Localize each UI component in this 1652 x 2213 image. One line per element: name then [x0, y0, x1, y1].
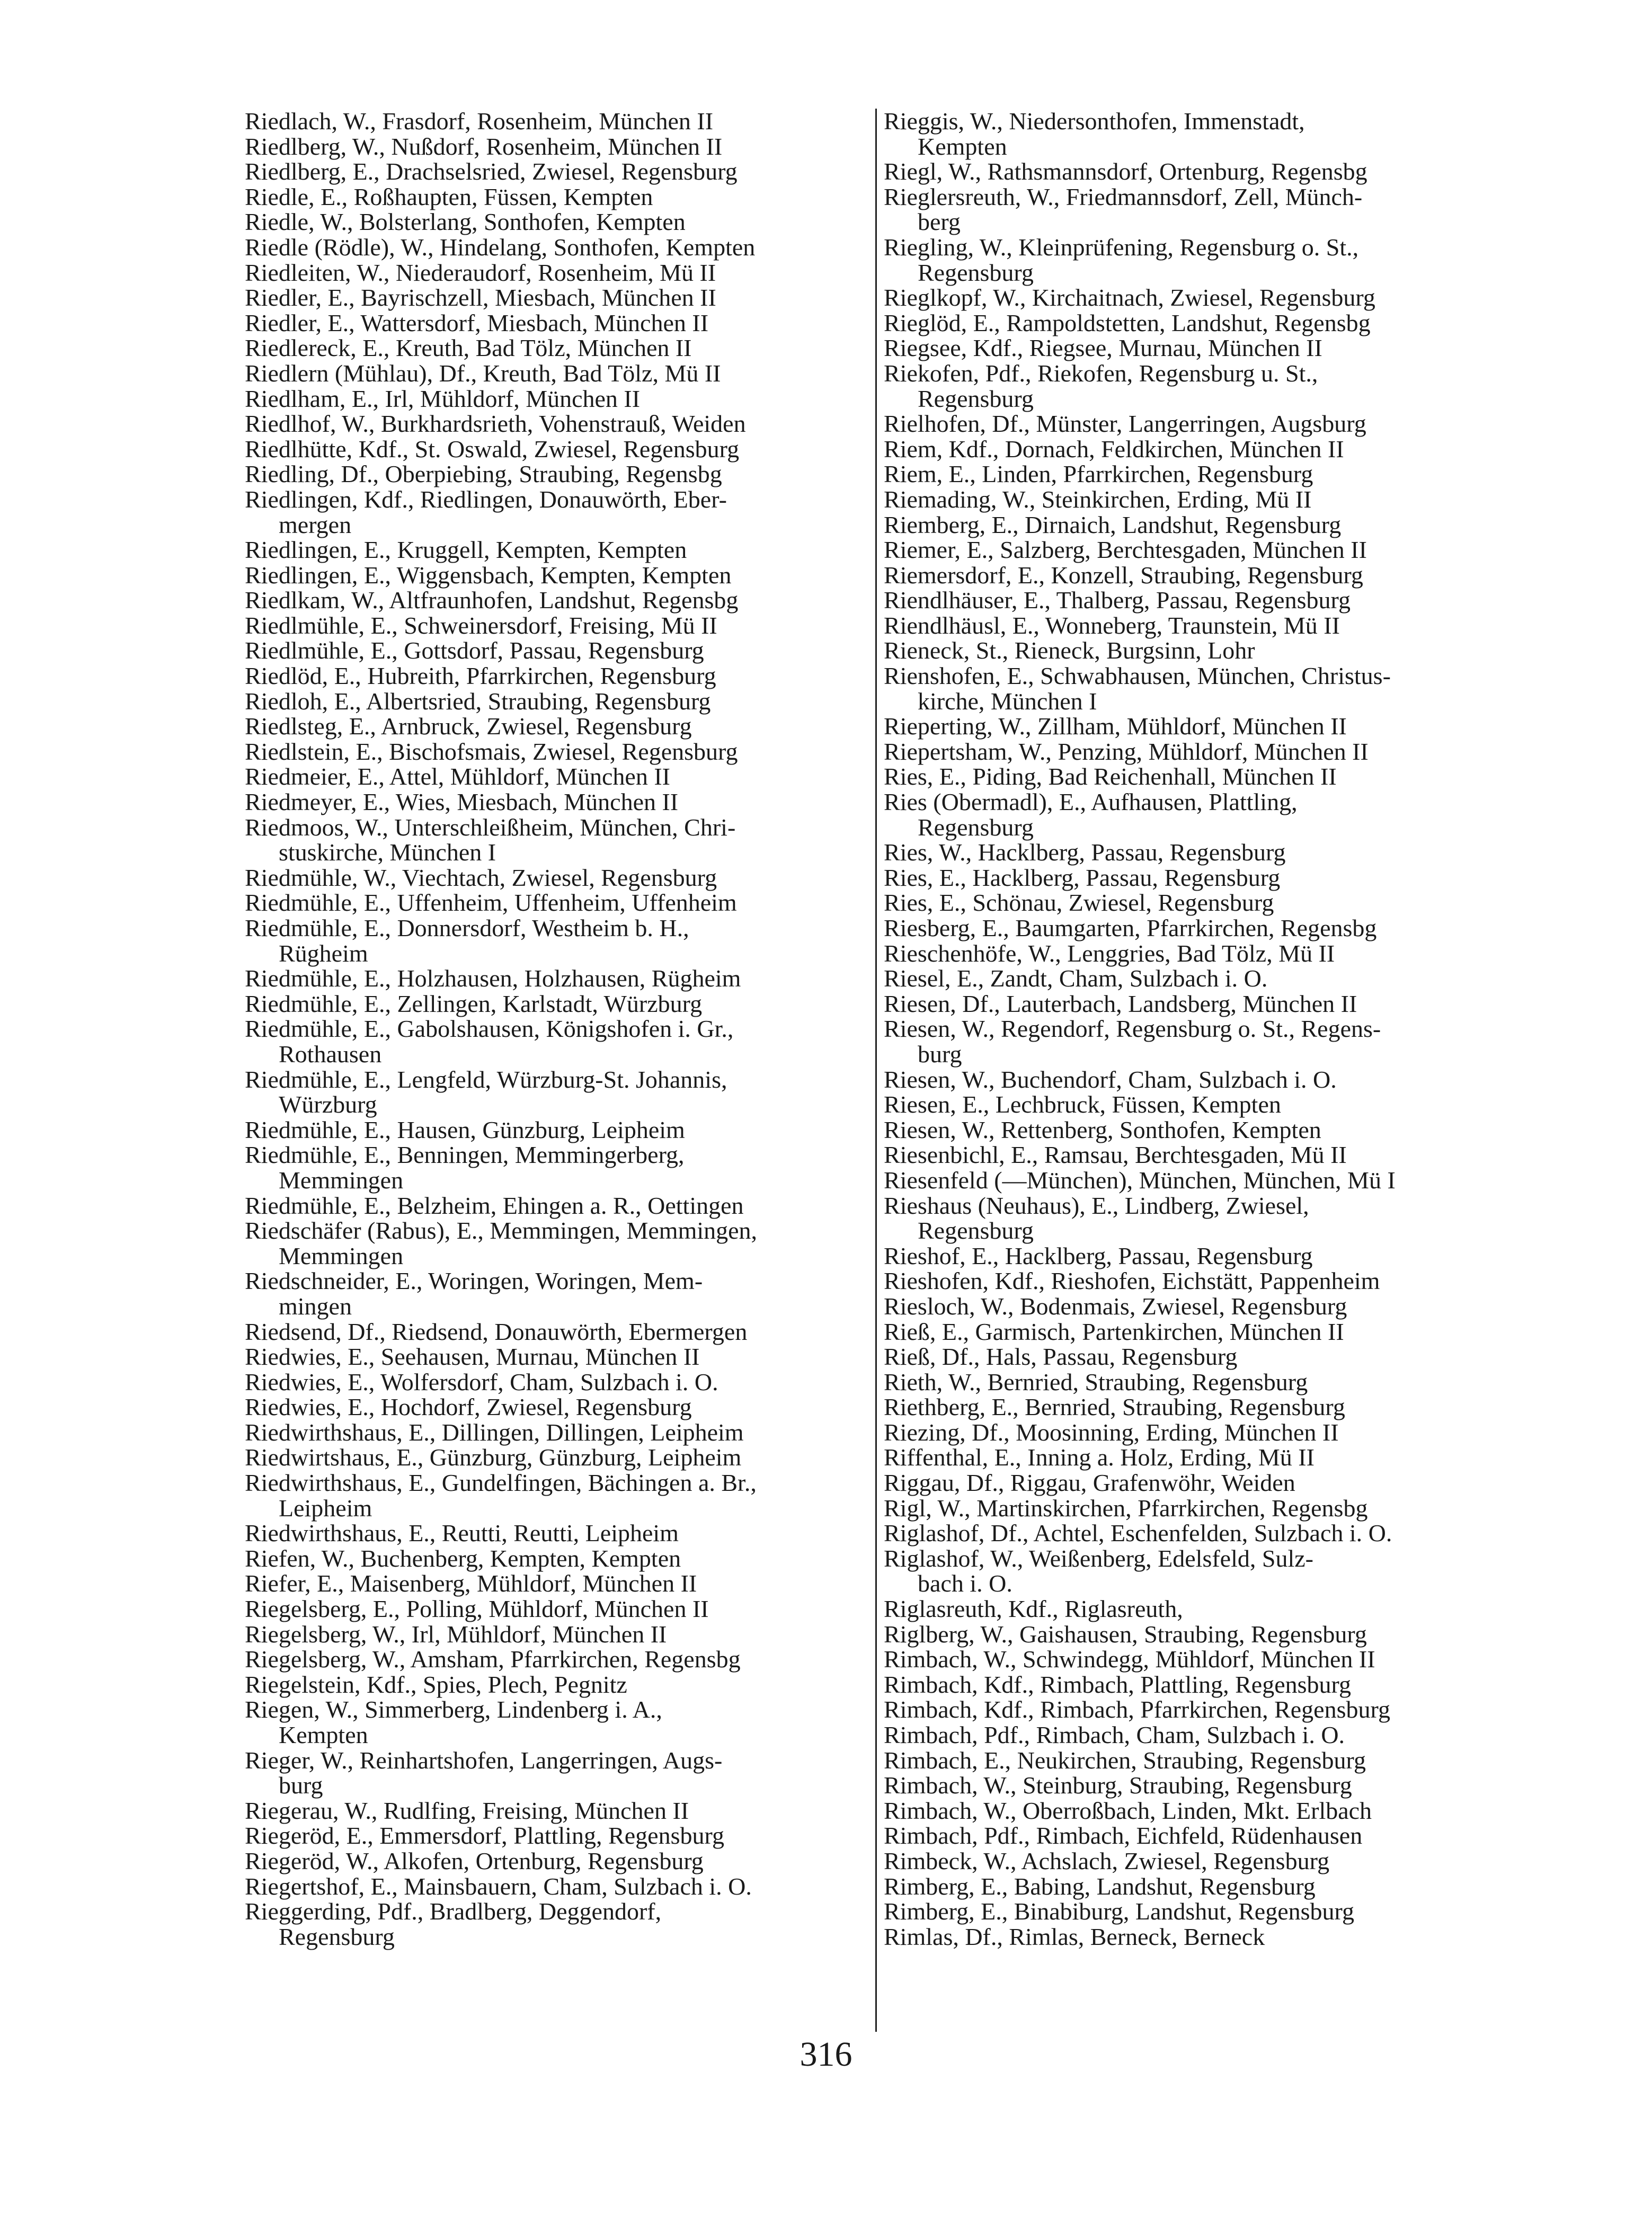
entry-line: Riemading, W., Steinkirchen, Erding, Mü II	[884, 485, 1312, 513]
entry-line: Riggau, Df., Riggau, Grafenwöhr, Weiden	[884, 1469, 1295, 1497]
entry-line: Rigl, W., Martinskirchen, Pfarrkirchen, Regensbg	[884, 1494, 1368, 1522]
directory-entry	[245, 1697, 870, 1747]
directory-entry	[884, 1521, 1520, 1546]
directory-entry	[884, 1496, 1520, 1521]
directory-entry	[245, 1848, 870, 1874]
entry-line: Riedwirtshaus, E., Günzburg, Günzburg, Leipheim	[245, 1444, 742, 1471]
entry-line: Riendlhäuser, E., Thalberg, Passau, Regensburg	[884, 586, 1351, 614]
entry-line: Ries, W., Hacklberg, Passau, Regensburg	[884, 839, 1286, 866]
entry-line: Rimbach, W., Steinburg, Straubing, Regensburg	[884, 1772, 1352, 1799]
directory-entry	[884, 1294, 1520, 1319]
entry-line: Riglashof, W., Weißenberg, Edelsfeld, Sulz-	[884, 1544, 1313, 1572]
entry-line: Riem, Kdf., Dornach, Feldkirchen, München II	[884, 435, 1344, 463]
directory-entry	[884, 1445, 1520, 1470]
directory-entry	[884, 1596, 1520, 1622]
directory-entry	[245, 461, 870, 487]
directory-entry	[245, 764, 870, 789]
entry-line: Riegl, W., Rathsmannsdorf, Ortenburg, Regensbg	[884, 158, 1367, 185]
directory-entry	[245, 109, 870, 134]
directory-entry	[884, 512, 1520, 538]
column-divider	[875, 109, 877, 2032]
entry-line: Riegelstein, Kdf., Spies, Plech, Pegnitz	[245, 1670, 627, 1698]
directory-entry	[884, 1268, 1520, 1294]
directory-entry	[245, 1672, 870, 1697]
directory-entry	[245, 916, 870, 966]
directory-entry	[884, 739, 1520, 765]
directory-entry	[245, 184, 870, 210]
entry-line: Riffenthal, E., Inning a. Holz, Erding, Mü II	[884, 1444, 1315, 1471]
entry-line: Riedmühle, E., Holzhausen, Holzhausen, Rügheim	[245, 965, 741, 992]
entry-line: Riedlern (Mühlau), Df., Kreuth, Bad Tölz, Mü II	[245, 359, 721, 387]
entry-continuation-line: Regensburg	[918, 259, 1034, 286]
directory-entry	[884, 1672, 1520, 1697]
directory-entry	[245, 890, 870, 916]
directory-entry	[884, 613, 1520, 638]
directory-entry	[245, 310, 870, 336]
directory-entry	[245, 1546, 870, 1571]
entry-line: Riedmeier, E., Attel, Mühldorf, München II	[245, 763, 670, 790]
entry-line: Riesen, Df., Lauterbach, Landsberg, München II	[884, 990, 1357, 1017]
entry-line: Riedmühle, E., Donnersdorf, Westheim b. H.,	[245, 914, 689, 941]
directory-entry	[884, 461, 1520, 487]
entry-line: Riedleiten, W., Niederaudorf, Rosenheim, Mü II	[245, 259, 716, 286]
directory-entry	[245, 739, 870, 765]
entry-line: Rieshaus (Neuhaus), E., Lindberg, Zwiesel,	[884, 1192, 1309, 1219]
entry-line: Rieneck, St., Rieneck, Burgsinn, Lohr	[884, 637, 1255, 664]
entry-line: Rieß, E., Garmisch, Partenkirchen, München II	[884, 1318, 1344, 1345]
entry-line: Riegsee, Kdf., Riegsee, Murnau, München II	[884, 334, 1322, 362]
entry-line: Riedlingen, Kdf., Riedlingen, Donauwörth, Eber-	[245, 485, 727, 513]
entry-line: Riedwies, E., Wolfersdorf, Cham, Sulzbach i. O.	[245, 1368, 718, 1396]
entry-line: Rimbach, E., Neukirchen, Straubing, Regensburg	[884, 1746, 1366, 1774]
entry-line: Riesen, W., Buchendorf, Cham, Sulzbach i. O.	[884, 1065, 1337, 1093]
directory-entry	[245, 1874, 870, 1899]
entry-line: Rienshofen, E., Schwabhausen, München, Christus-	[884, 662, 1391, 690]
entry-line: Riedlberg, W., Nußdorf, Rosenheim, München II	[245, 132, 723, 160]
directory-entry	[884, 1697, 1520, 1722]
directory-entry	[884, 1193, 1520, 1243]
entry-continuation-line: Regensburg	[918, 1217, 1034, 1245]
directory-entry	[245, 1394, 870, 1420]
directory-entry	[884, 563, 1520, 588]
directory-entry	[245, 1521, 870, 1546]
directory-entry	[245, 1016, 870, 1066]
entry-line: Riepertsham, W., Penzing, Mühldorf, München II	[884, 737, 1369, 765]
directory-entry	[245, 1823, 870, 1848]
directory-entry	[884, 1142, 1520, 1168]
entry-continuation-line: burg	[918, 1040, 962, 1068]
entry-line: Riedwies, E., Seehausen, Murnau, München II	[245, 1343, 700, 1371]
directory-entry	[245, 1142, 870, 1193]
entry-line: Riedlhütte, Kdf., St. Oswald, Zwiesel, Regensburg	[245, 435, 740, 463]
directory-entry	[245, 789, 870, 815]
entry-line: Rimlas, Df., Rimlas, Berneck, Berneck	[884, 1923, 1265, 1950]
directory-entry	[245, 588, 870, 613]
entry-line: Riedschneider, E., Woringen, Woringen, Mem-	[245, 1267, 703, 1295]
entry-line: Rieger, W., Reinhartshofen, Langerringen, Augs-	[245, 1746, 723, 1774]
entry-line: Rimbach, Kdf., Rimbach, Pfarrkirchen, Regensburg	[884, 1696, 1390, 1723]
page-number: 316	[800, 2035, 852, 2074]
entry-line: Ries, E., Piding, Bad Reichenhall, München II	[884, 763, 1337, 790]
directory-entry	[884, 1394, 1520, 1420]
entry-line: Riedling, Df., Oberpiebing, Straubing, Regensbg	[245, 460, 722, 488]
entry-line: Rieggis, W., Niedersonthofen, Immenstadt,	[884, 108, 1305, 135]
entry-line: Riedmühle, W., Viechtach, Zwiesel, Regensburg	[245, 864, 717, 891]
entry-continuation-line: mingen	[279, 1292, 352, 1320]
entry-line: Riedlstein, E., Bischofsmais, Zwiesel, Regensburg	[245, 737, 738, 765]
directory-entry	[884, 1748, 1520, 1773]
directory-entry	[245, 386, 870, 412]
entry-line: Riem, E., Linden, Pfarrkirchen, Regensburg	[884, 460, 1313, 488]
entry-line: Riedwies, E., Hochdorf, Zwiesel, Regensburg	[245, 1393, 692, 1421]
entry-line: Riedle, E., Roßhaupten, Füssen, Kempten	[245, 183, 653, 210]
entry-continuation-line: Leipheim	[279, 1494, 372, 1522]
entry-continuation-line: kirche, München I	[918, 687, 1097, 715]
directory-entry	[245, 613, 870, 638]
entry-line: Riemersdorf, E., Konzell, Straubing, Regensburg	[884, 561, 1363, 589]
directory-entry	[245, 689, 870, 714]
directory-entry	[245, 134, 870, 159]
directory-entry	[245, 1647, 870, 1672]
entry-line: Riegling, W., Kleinprüfening, Regensburg o. St.,	[884, 233, 1359, 261]
entry-line: Riegelsberg, W., Irl, Mühldorf, München II	[245, 1620, 667, 1648]
left-column	[245, 109, 870, 1949]
entry-line: Rimbach, Kdf., Rimbach, Plattling, Regensburg	[884, 1670, 1351, 1698]
entry-continuation-line: Würzburg	[279, 1091, 377, 1118]
entry-line: Rieglersreuth, W., Friedmannsdorf, Zell, Münch-	[884, 183, 1363, 210]
directory-entry	[245, 1798, 870, 1824]
entry-line: Riegeröd, W., Alkofen, Ortenburg, Regensburg	[245, 1847, 704, 1874]
entry-line: Rieggerding, Pdf., Bradlberg, Deggendorf,	[245, 1898, 662, 1925]
directory-entry	[884, 764, 1520, 789]
entry-continuation-line: Memmingen	[279, 1242, 404, 1269]
directory-entry	[884, 1823, 1520, 1848]
entry-line: Riesberg, E., Baumgarten, Pfarrkirchen, Regensbg	[884, 914, 1377, 941]
entry-line: Riedmeyer, E., Wies, Miesbach, München II	[245, 788, 679, 816]
directory-entry	[884, 840, 1520, 865]
entry-line: Riedlhof, W., Burkhardsrieth, Vohenstrauß, Weiden	[245, 410, 746, 438]
directory-entry	[245, 1193, 870, 1219]
directory-entry	[884, 159, 1520, 184]
entry-line: Riedwirthshaus, E., Dillingen, Dillingen, Leipheim	[245, 1418, 744, 1446]
directory-entry	[884, 789, 1520, 840]
directory-entry	[245, 361, 870, 386]
entry-line: Riedlham, E., Irl, Mühldorf, München II	[245, 385, 641, 412]
entry-line: Riglberg, W., Gaishausen, Straubing, Regensburg	[884, 1620, 1367, 1648]
entry-line: Riedsend, Df., Riedsend, Donauwörth, Ebermergen	[245, 1318, 748, 1345]
directory-entry	[884, 1848, 1520, 1874]
directory-entry	[884, 109, 1520, 159]
entry-line: Riesenbichl, E., Ramsau, Berchtesgaden, Mü II	[884, 1141, 1347, 1169]
entry-line: Riedlach, W., Frasdorf, Rosenheim, München II	[245, 108, 714, 135]
entry-line: Riegelsberg, W., Amsham, Pfarrkirchen, Regensbg	[245, 1646, 741, 1673]
directory-entry	[245, 1899, 870, 1949]
entry-continuation-line: bach i. O.	[918, 1570, 1012, 1597]
directory-entry	[245, 411, 870, 437]
entry-line: Rieperting, W., Zillham, Mühldorf, München II	[884, 713, 1347, 740]
directory-entry	[245, 663, 870, 689]
entry-line: Rieglöd, E., Rampoldstetten, Landshut, Regensbg	[884, 309, 1371, 336]
directory-entry	[245, 235, 870, 260]
entry-line: Riedmühle, E., Lengfeld, Würzburg-St. Johannis,	[245, 1065, 727, 1093]
directory-entry	[245, 209, 870, 235]
entry-line: Rielhofen, Df., Münster, Langerringen, Augsburg	[884, 410, 1366, 438]
entry-line: Riendlhäusl, E., Wonneberg, Traunstein, Mü II	[884, 611, 1340, 639]
entry-continuation-line: Regensburg	[918, 813, 1034, 841]
directory-entry	[245, 1596, 870, 1622]
entry-line: Riedlkam, W., Altfraunhofen, Landshut, Regensbg	[245, 586, 739, 614]
directory-entry	[245, 1117, 870, 1143]
entry-line: Ries, E., Hacklberg, Passau, Regensburg	[884, 864, 1281, 891]
entry-continuation-line: burg	[279, 1772, 323, 1799]
entry-continuation-line: Rothausen	[279, 1040, 382, 1068]
directory-entry	[884, 890, 1520, 916]
entry-line: Riesenfeld (—München), München, München, Mü I	[884, 1166, 1396, 1194]
entry-line: Riezing, Df., Moosinning, Erding, München II	[884, 1418, 1339, 1446]
entry-line: Riedler, E., Bayrischzell, Miesbach, München II	[245, 284, 716, 312]
directory-entry	[245, 815, 870, 865]
entry-line: Riemberg, E., Dirnaich, Landshut, Regensburg	[884, 511, 1342, 538]
directory-entry	[245, 1748, 870, 1798]
entry-line: Rimberg, E., Binabiburg, Landshut, Regensburg	[884, 1898, 1354, 1925]
entry-line: Rimbach, Pdf., Rimbach, Eichfeld, Rüdenhausen	[884, 1822, 1363, 1850]
directory-entry	[245, 285, 870, 310]
directory-entry	[884, 437, 1520, 462]
entry-line: Rimbach, Pdf., Rimbach, Cham, Sulzbach i. O.	[884, 1721, 1345, 1748]
entry-line: Rieß, Df., Hals, Passau, Regensburg	[884, 1343, 1238, 1371]
directory-entry	[884, 1243, 1520, 1269]
directory-entry	[245, 563, 870, 588]
entry-line: Riesen, W., Regendorf, Regensburg o. St., Regens-	[884, 1015, 1381, 1043]
entry-continuation-line: stuskirche, München I	[279, 839, 496, 866]
directory-entry	[884, 1067, 1520, 1092]
entry-line: Riglashof, Df., Achtel, Eschenfelden, Sulzbach i. O.	[884, 1519, 1392, 1547]
directory-entry	[245, 1470, 870, 1521]
entry-line: Rieschenhöfe, W., Lenggries, Bad Tölz, Mü II	[884, 939, 1335, 967]
directory-entry	[884, 235, 1520, 285]
directory-entry	[245, 714, 870, 739]
directory-entry	[245, 1420, 870, 1445]
entry-continuation-line: Kempten	[918, 132, 1007, 160]
entry-continuation-line: mergen	[279, 511, 352, 538]
entry-line: Rieglkopf, W., Kirchaitnach, Zwiesel, Regensburg	[884, 284, 1375, 312]
entry-line: Riedmühle, E., Uffenheim, Uffenheim, Uffenheim	[245, 889, 737, 917]
entry-line: Riedler, E., Wattersdorf, Miesbach, München II	[245, 309, 709, 336]
directory-entry	[884, 1117, 1520, 1143]
directory-entry	[884, 1168, 1520, 1193]
directory-entry	[245, 1344, 870, 1370]
directory-entry	[884, 361, 1520, 411]
entry-line: Riglasreuth, Kdf., Riglasreuth,	[884, 1595, 1183, 1623]
directory-entry	[245, 991, 870, 1017]
directory-entry	[884, 1092, 1520, 1117]
entry-line: Rimbach, W., Oberroßbach, Linden, Mkt. Erlbach	[884, 1797, 1372, 1824]
directory-entry	[884, 865, 1520, 891]
directory-entry	[884, 1420, 1520, 1445]
entry-line: Riedmühle, E., Hausen, Günzburg, Leipheim	[245, 1116, 685, 1143]
entry-line: Riefen, W., Buchenberg, Kempten, Kempten	[245, 1544, 681, 1572]
entry-line: Riedlingen, E., Wiggensbach, Kempten, Kempten	[245, 561, 732, 589]
directory-entry	[884, 1370, 1520, 1395]
entry-line: Riegelsberg, E., Polling, Mühldorf, München II	[245, 1595, 709, 1623]
directory-entry	[884, 1798, 1520, 1824]
directory-entry	[884, 310, 1520, 336]
entry-line: Rieth, W., Bernried, Straubing, Regensburg	[884, 1368, 1308, 1396]
directory-entry	[245, 1622, 870, 1647]
entry-line: Riedwirthshaus, E., Gundelfingen, Bächingen a. Br.,	[245, 1469, 757, 1497]
directory-entry	[245, 865, 870, 891]
directory-entry	[884, 941, 1520, 966]
directory-entry	[245, 1319, 870, 1345]
directory-entry	[884, 991, 1520, 1017]
directory-entry	[884, 487, 1520, 512]
directory-entry	[245, 1571, 870, 1596]
directory-entry	[884, 335, 1520, 361]
directory-entry	[245, 1067, 870, 1117]
entry-line: Riekofen, Pdf., Riekofen, Regensburg u. St.,	[884, 359, 1318, 387]
entry-line: Rieshofen, Kdf., Rieshofen, Eichstätt, Pappenheim	[884, 1267, 1380, 1295]
directory-entry	[245, 1218, 870, 1268]
right-column	[884, 109, 1520, 1949]
entry-line: Riedlberg, E., Drachselsried, Zwiesel, Regensburg	[245, 158, 738, 185]
directory-entry	[884, 1470, 1520, 1496]
directory-entry	[245, 1268, 870, 1319]
entry-line: Riethberg, E., Bernried, Straubing, Regensburg	[884, 1393, 1345, 1421]
directory-entry	[884, 285, 1520, 310]
entry-line: Riefer, E., Maisenberg, Mühldorf, München II	[245, 1570, 697, 1597]
directory-entry	[884, 411, 1520, 437]
entry-line: Riedschäfer (Rabus), E., Memmingen, Memmingen,	[245, 1217, 758, 1245]
directory-entry	[884, 1899, 1520, 1924]
entry-line: Rimbach, W., Schwindegg, Mühldorf, München II	[884, 1646, 1375, 1673]
entry-line: Riegertshof, E., Mainsbauern, Cham, Sulzbach i. O.	[245, 1872, 752, 1900]
entry-line: Riegeröd, E., Emmersdorf, Plattling, Regensburg	[245, 1822, 724, 1850]
entry-continuation-line: Regensburg	[918, 385, 1034, 412]
directory-entry	[884, 588, 1520, 613]
entry-line: Ries, E., Schönau, Zwiesel, Regensburg	[884, 889, 1274, 917]
directory-entry	[884, 966, 1520, 991]
entry-line: Riedmühle, E., Gabolshausen, Königshofen i. Gr.,	[245, 1015, 734, 1043]
entry-line: Riedmühle, E., Belzheim, Ehingen a. R., Oettingen	[245, 1192, 744, 1219]
directory-entry	[245, 260, 870, 286]
directory-entry	[884, 638, 1520, 663]
directory-entry	[884, 1344, 1520, 1370]
entry-continuation-line: Rügheim	[279, 939, 368, 967]
entry-line: Riegen, W., Simmerberg, Lindenberg i. A.,	[245, 1696, 662, 1723]
directory-entry	[884, 1546, 1520, 1596]
entry-line: Ries (Obermadl), E., Aufhausen, Plattling,	[884, 788, 1298, 816]
entry-line: Riedle, W., Bolsterlang, Sonthofen, Kempten	[245, 208, 686, 236]
entry-line: Rimbeck, W., Achslach, Zwiesel, Regensburg	[884, 1847, 1330, 1874]
entry-line: Riesloch, W., Bodenmais, Zwiesel, Regensburg	[884, 1292, 1347, 1320]
directory-entry	[245, 638, 870, 663]
entry-line: Riedlöd, E., Hubreith, Pfarrkirchen, Regensburg	[245, 662, 716, 690]
directory-entry	[884, 663, 1520, 714]
directory-entry	[245, 1370, 870, 1395]
entry-line: Rieshof, E., Hacklberg, Passau, Regensburg	[884, 1242, 1313, 1269]
directory-entry	[884, 1647, 1520, 1672]
directory-entry	[884, 1016, 1520, 1066]
directory-entry	[884, 1622, 1520, 1647]
entry-line: Riedwirthshaus, E., Reutti, Reutti, Leipheim	[245, 1519, 679, 1547]
directory-entry	[884, 1722, 1520, 1748]
entry-continuation-line: Regensburg	[279, 1923, 395, 1950]
entry-continuation-line: berg	[918, 208, 961, 236]
entry-line: Riedlmühle, E., Schweinersdorf, Freising, Mü II	[245, 611, 717, 639]
directory-entry	[884, 916, 1520, 941]
entry-line: Riedmühle, E., Benningen, Memmingerberg,	[245, 1141, 685, 1169]
entry-line: Riesel, E., Zandt, Cham, Sulzbach i. O.	[884, 965, 1268, 992]
directory-entry	[245, 159, 870, 184]
directory-entry	[245, 1445, 870, 1470]
directory-entry	[245, 437, 870, 462]
entry-line: Riedloh, E., Albertsried, Straubing, Regensburg	[245, 687, 711, 715]
entry-line: Riedlingen, E., Kruggell, Kempten, Kempten	[245, 536, 687, 564]
directory-entry	[884, 714, 1520, 739]
directory-entry	[884, 1874, 1520, 1899]
entry-line: Rimberg, E., Babing, Landshut, Regensburg	[884, 1872, 1316, 1900]
entry-line: Riedlsteg, E., Arnbruck, Zwiesel, Regensburg	[245, 713, 692, 740]
directory-entry	[245, 335, 870, 361]
entry-line: Riesen, E., Lechbruck, Füssen, Kempten	[884, 1091, 1281, 1118]
directory-entry	[884, 537, 1520, 563]
directory-entry	[884, 184, 1520, 235]
entry-line: Riesen, W., Rettenberg, Sonthofen, Kempten	[884, 1116, 1321, 1143]
entry-continuation-line: Memmingen	[279, 1166, 404, 1194]
entry-line: Riedlmühle, E., Gottsdorf, Passau, Regensburg	[245, 637, 704, 664]
entry-line: Riedmühle, E., Zellingen, Karlstadt, Würzburg	[245, 990, 703, 1017]
entry-line: Riedle (Rödle), W., Hindelang, Sonthofen, Kempten	[245, 233, 756, 261]
directory-entry	[884, 1924, 1520, 1950]
entry-line: Riedlereck, E., Kreuth, Bad Tölz, München II	[245, 334, 692, 362]
directory-entry	[884, 1319, 1520, 1345]
directory-entry	[245, 537, 870, 563]
entry-continuation-line: Kempten	[279, 1721, 368, 1748]
entry-line: Riedmoos, W., Unterschleißheim, München, Chri-	[245, 813, 736, 841]
entry-line: Riemer, E., Salzberg, Berchtesgaden, München II	[884, 536, 1367, 564]
directory-entry	[245, 966, 870, 991]
directory-entry	[245, 487, 870, 537]
directory-entry	[884, 1773, 1520, 1798]
entry-line: Riegerau, W., Rudlfing, Freising, München II	[245, 1797, 689, 1824]
